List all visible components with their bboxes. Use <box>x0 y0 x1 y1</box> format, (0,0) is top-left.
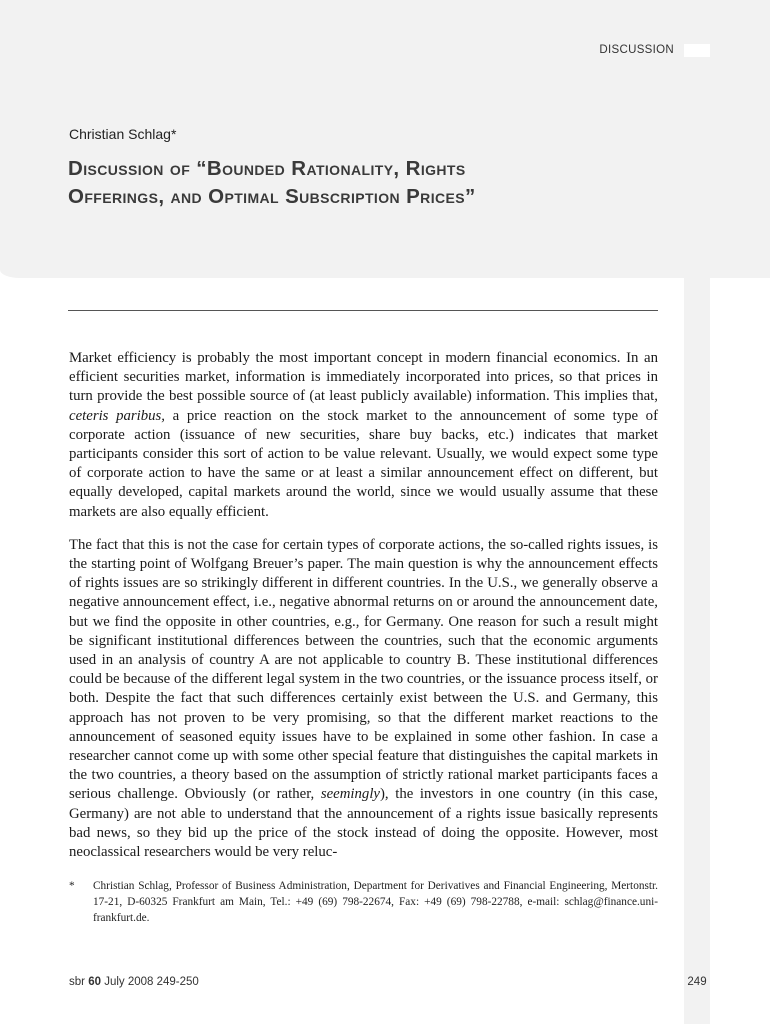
p1-text-b: a price reaction on the stock market to the announcement of some type of corporate action (issuance of new securities, share buy backs, etc.) indicates that market participants consider this sort of action to be value relevant. Usually, we would expect some type of corporate action to have the same or at least a similar announcement effect on different, but equally developed, capital markets around the world, since we would usually assume that these markets are also equally efficient. <box>69 407 659 520</box>
footnote-mark: * <box>69 880 75 892</box>
footnote <box>69 878 658 926</box>
right-margin-rail <box>684 0 710 1024</box>
journal-volume: 60 <box>88 976 101 988</box>
p1-text-a: Market efficiency is probably the most important concept in modern financial economics. In an efficient securities market, information is immediately incorporated into prices, so that prices in turn provide the best possible source of (at least publicly available) information. This implies that, <box>69 350 658 405</box>
title-line-2: Offerings, and Optimal Subscription Prices” <box>68 185 476 208</box>
journal-footer <box>69 976 199 988</box>
p1-italic: ceteris paribus, <box>69 407 165 424</box>
section-label: DISCUSSION <box>599 44 674 56</box>
title-rule <box>68 310 658 311</box>
author-name: Christian Schlag* <box>69 126 177 142</box>
p2-text-b: ), the investors in one country (in this case, Germany) are not able to understand that the announcement of a rights issue basically represents bad news, so they bid up the price of the stock instead of doing the opposite. However, most neoclassical researchers would be very reluc- <box>69 786 658 861</box>
paragraph-1 <box>69 349 658 522</box>
article-body <box>69 349 658 876</box>
p2-italic: seemingly <box>320 786 380 803</box>
paragraph-2 <box>69 536 658 862</box>
page-number: 249 <box>687 976 707 988</box>
p2-text-a: The fact that this is not the case for certain types of corporate actions, the so-called rights issues, is the starting point of Wolfgang Breuer’s paper. The main question is why the announcement effects of rights issues are so strikingly different in different countries. In the U.S., we generally observe a negative announcement effect, i.e., negative abnormal returns on or around the announcement date, but we find the opposite in other countries, e.g., for Germany. One reason for such a result might be significant institutional differences between the countries, such that the economic arguments used in an analysis of country A are not applicable to country B. These institutional differences could be because of the different legal system in the two countries, or the issuance process itself, or both. Despite the fact that such differences certainly exist between the U.S. and Germany, this approach has not proven to be very promising, so that the different market reactions to the announcement of seasoned equity issues have to be explained in some other fashion. In case a researcher cannot come up with some other special feature that distinguishes the capital markets in the two countries, a theory based on the assumption of strictly rational market participants faces a serious challenge. Obviously (or rather, <box>69 536 658 803</box>
journal-name: sbr <box>69 976 85 988</box>
footnote-text: Christian Schlag, Professor of Business Administration, Department for Derivatives and Financial Engineering, Mertonstr. 17-21, D-60325 Frankfurt am Main, Tel.: +49 (69) 798-22674, Fax: +49 (69) 798-22788, e-mail: schlag@finance.uni-frankfurt.de. <box>93 880 658 924</box>
title-line-1: Discussion of “Bounded Rationality, Rights <box>68 157 466 180</box>
rail-cap <box>684 44 710 57</box>
article-title <box>68 155 668 211</box>
journal-issue: July 2008 249-250 <box>104 976 199 988</box>
